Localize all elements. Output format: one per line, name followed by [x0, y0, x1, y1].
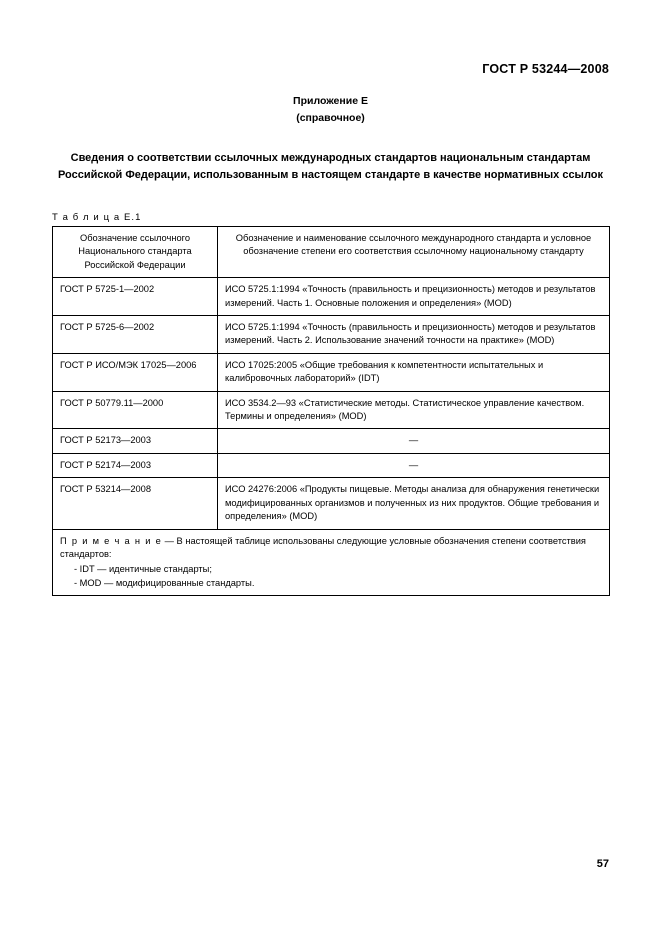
page-number: 57: [596, 858, 609, 870]
table-note: [53, 529, 610, 596]
table-row: [53, 429, 610, 453]
header-left-line-2: Национального стандарта: [78, 246, 192, 257]
table-caption: Т а б л и ц а Е.1: [52, 212, 142, 223]
table-row: [53, 278, 610, 316]
table-row: [53, 453, 610, 477]
header-left-line-1: Обозначение ссылочного: [79, 233, 191, 243]
note-item: - MOD — модифицированные стандарты.: [74, 577, 255, 588]
table-note-row: [53, 529, 610, 596]
row-standard-id: ГОСТ Р 52174—2003: [53, 453, 218, 477]
row-standard-description: —: [218, 453, 610, 477]
table-row: [53, 478, 610, 529]
correspondence-table: [52, 226, 610, 596]
row-standard-id: ГОСТ Р ИСО/МЭК 17025—2006: [53, 353, 218, 391]
row-standard-id: ГОСТ Р 50779.11—2000: [53, 391, 218, 429]
appendix-label: Приложение Е: [293, 95, 368, 107]
table-row: [53, 316, 610, 354]
row-standard-id: ГОСТ Р 53214—2008: [53, 478, 218, 529]
row-standard-description: ИСО 24276:2006 «Продукты пищевые. Методы анализа для обнаружения генетически модифицированных организмов и полученных из них продуктов. Общие требования и определения» (MOD): [218, 478, 610, 529]
note-label: П р и м е ч а н и е: [60, 535, 163, 546]
header-cell-right: [218, 227, 610, 278]
row-standard-id: ГОСТ Р 52173—2003: [53, 429, 218, 453]
row-standard-description: ИСО 17025:2005 «Общие требования к компетентности испытательных и калибровочных лабораторий» (IDT): [218, 353, 610, 391]
row-standard-description: ИСО 5725.1:1994 «Точность (правильность и прецизионность) методов и результатов измерений. Часть 2. Использование значений точности на практике» (MOD): [218, 316, 610, 354]
table-row: [53, 353, 610, 391]
appendix-type: (справочное): [296, 112, 365, 124]
header-right-line-2: обозначение степени его соответствия ссылочному национальному стандарту: [243, 246, 584, 257]
row-standard-description: —: [218, 429, 610, 453]
table-header-row: [53, 227, 610, 278]
note-item: - IDT — идентичные стандарты;: [74, 564, 212, 575]
row-standard-description: ИСО 5725.1:1994 «Точность (правильность и прецизионность) методов и результатов измерений. Часть 1. Основные положения и определения» (MOD): [218, 278, 610, 316]
standard-id-header: ГОСТ Р 53244—2008: [482, 62, 609, 76]
page-title: Сведения о соответствии ссылочных международных стандартов национальным стандартам Российской Федерации, использованным в настоящем стандарте в качестве нормативных ссылок: [57, 152, 604, 181]
row-standard-description: ИСО 3534.2—93 «Статистические методы. Статистическое управление качеством. Термины и определения» (MOD): [218, 391, 610, 429]
table-row: [53, 391, 610, 429]
note-text: — В настоящей таблице использованы следующие условные обозначения степени соответствия стандартов:: [60, 535, 586, 559]
header-right-line-1: Обозначение и наименование ссылочного международного стандарта и условное: [235, 233, 592, 243]
header-left-line-3: Российской Федерации: [84, 259, 186, 270]
row-standard-id: ГОСТ Р 5725-6—2002: [53, 316, 218, 354]
header-cell-left: [53, 227, 218, 278]
row-standard-id: ГОСТ Р 5725-1—2002: [53, 278, 218, 316]
